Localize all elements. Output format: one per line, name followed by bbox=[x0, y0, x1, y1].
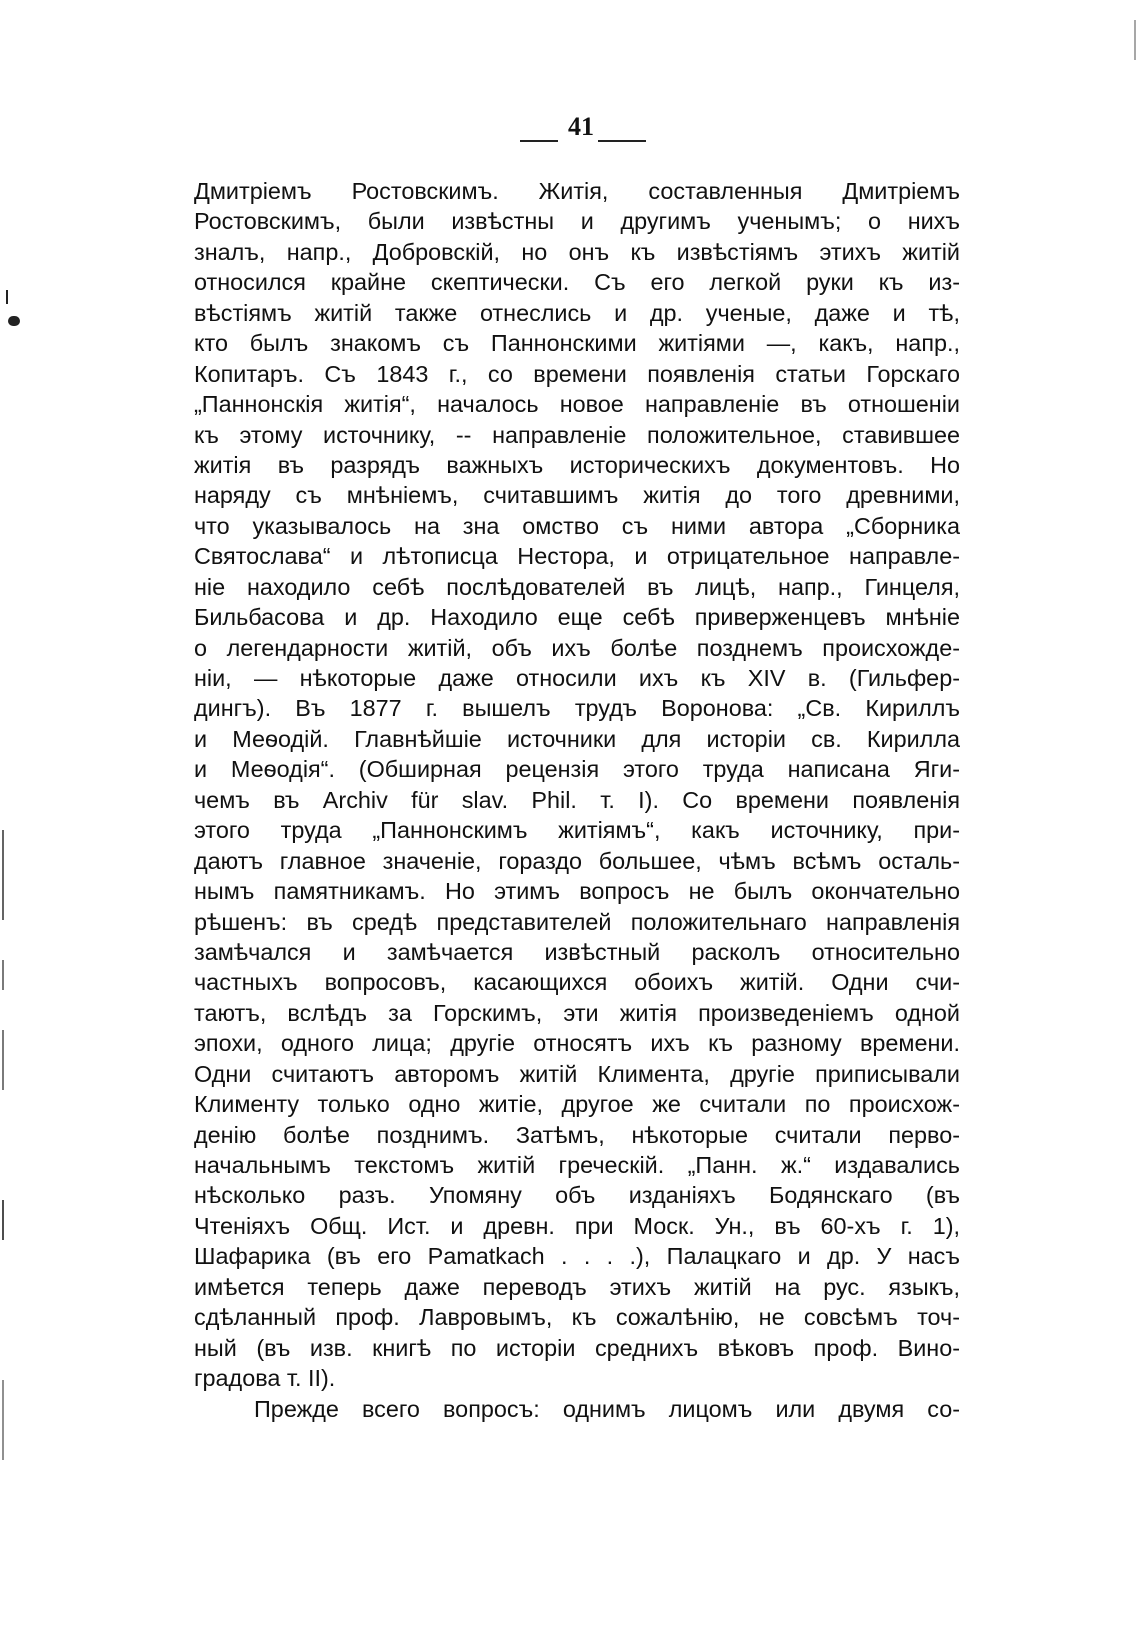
scan-edge-mark bbox=[2, 960, 4, 990]
scan-edge-mark bbox=[6, 290, 8, 304]
text-line: Одни считаютъ авторомъ житій Климента, другіе приписывали bbox=[194, 1060, 960, 1087]
paragraph-end-line: градова т. II). bbox=[194, 1365, 336, 1392]
page-header bbox=[0, 112, 1140, 152]
text-line: зналъ, напр., Добровскій, но онъ къ извѣстіямъ этихъ житій bbox=[194, 238, 960, 265]
scan-edge-mark bbox=[8, 316, 20, 326]
text-line: имѣется теперь даже переводъ этихъ житій на рус. языкъ, bbox=[194, 1273, 960, 1300]
scan-edge-mark bbox=[2, 1200, 4, 1240]
body-text bbox=[194, 176, 960, 1424]
page-number: 41 bbox=[568, 112, 594, 141]
text-line: о легендарности житій, объ ихъ болѣе позднемъ происхожде- bbox=[194, 634, 960, 661]
text-line: что указывалось на зна омство съ ними автора „Сборника bbox=[194, 512, 960, 539]
text-line: денію болѣе позднимъ. Затѣмъ, нѣкоторые считали перво- bbox=[194, 1121, 960, 1148]
text-line: замѣчался и замѣчается извѣстный расколъ относительно bbox=[194, 938, 960, 965]
text-line: Клименту только одно житіе, другое же считали по происхож- bbox=[194, 1091, 960, 1118]
text-line: Дмитріемъ Ростовскимъ. Житія, составленныя Дмитріемъ bbox=[194, 178, 960, 204]
text-line: Шафарика (въ его Pamatkach . . . .), Палацкаго и др. У насъ bbox=[194, 1243, 960, 1270]
text-line: рѣшенъ: въ средѣ представителей положительнаго направленія bbox=[194, 908, 960, 935]
text-line: относился крайне скептически. Съ его легкой руки къ из- bbox=[194, 269, 960, 296]
paragraph-start-line: Прежде всего вопросъ: однимъ лицомъ или двумя со- bbox=[254, 1395, 960, 1422]
text-line: Ростовскимъ, были извѣстны и другимъ ученымъ; о нихъ bbox=[194, 208, 960, 235]
text-line: житія въ разрядъ важныхъ историческихъ документовъ. Но bbox=[194, 451, 960, 478]
text-line: начальнымъ текстомъ житій греческій. „Панн. ж.“ издавались bbox=[194, 1152, 960, 1178]
text-line: нымъ памятникамъ. Но этимъ вопросъ не былъ окончательно bbox=[194, 878, 960, 905]
text-line: наряду съ мнѣніемъ, считавшимъ житія до того древними, bbox=[194, 482, 960, 509]
text-line: таютъ, вслѣдъ за Горскимъ, эти житія произведеніемъ одной bbox=[194, 999, 960, 1026]
text-line: вѣстіямъ житій также отнеслись и др. ученые, даже и тѣ, bbox=[194, 299, 960, 326]
text-line: „Паннонскія житія“, началось новое направленіе въ отношеніи bbox=[194, 391, 960, 418]
scan-edge-mark bbox=[2, 1380, 4, 1460]
header-rule-right bbox=[598, 140, 646, 142]
text-line: и Меѳодій. Главнѣйшіе источники для исторіи св. Кирилла bbox=[194, 725, 960, 752]
text-line: Бильбасова и др. Находило еще себѣ приверженцевъ мнѣніе bbox=[194, 604, 960, 631]
text-line: эпохи, одного лица; другіе относятъ ихъ къ разному времени. bbox=[194, 1030, 960, 1057]
text-line: Святослава“ и лѣтописца Нестора, и отрицательное направле- bbox=[194, 543, 960, 570]
text-line: Копитаръ. Съ 1843 г., со времени появленія статьи Горскаго bbox=[194, 360, 960, 387]
text-line: чемъ въ Archiv für slav. Phil. т. I). Со времени появленія bbox=[194, 786, 960, 813]
text-line: этого труда „Паннонскимъ житіямъ“, какъ источнику, при- bbox=[194, 817, 960, 844]
text-line: сдѣланный проф. Лавровымъ, къ сожалѣнію, не совсѣмъ точ- bbox=[194, 1304, 960, 1331]
text-line: нѣсколько разъ. Упомяну объ изданіяхъ Бодянскаго (въ bbox=[194, 1182, 960, 1209]
scan-edge-mark bbox=[2, 1030, 4, 1090]
text-line: дингъ). Въ 1877 г. вышелъ трудъ Воронова: „Св. Кириллъ bbox=[194, 695, 960, 722]
text-line: ніи, — нѣкоторые даже относили ихъ къ XIV в. (Гильфер- bbox=[194, 665, 960, 691]
text-line: и Меѳодія“. (Обширная рецензія этого труда написана Яги- bbox=[194, 756, 960, 783]
text-line: Чтеніяхъ Общ. Ист. и древн. при Моск. Ун., въ 60-хъ г. 1), bbox=[194, 1212, 960, 1239]
text-line: кто былъ знакомъ съ Паннонскими житіями —, какъ, напр., bbox=[194, 330, 960, 357]
text-line: ніе находило себѣ послѣдователей въ лицѣ, напр., Гинцеля, bbox=[194, 573, 960, 600]
text-line: ный (въ изв. книгѣ по исторіи среднихъ вѣковъ проф. Вино- bbox=[194, 1334, 960, 1361]
text-line: частныхъ вопросовъ, касающихся обоихъ житій. Одни счи- bbox=[194, 969, 960, 996]
scan-edge-mark bbox=[1134, 20, 1136, 60]
text-line: къ этому источнику, -- направленіе положительное, ставившее bbox=[194, 421, 960, 448]
text-line: даютъ главное значеніе, гораздо большее, чѣмъ всѣмъ осталь- bbox=[194, 847, 960, 874]
header-rule-left bbox=[520, 140, 558, 142]
scan-edge-mark bbox=[2, 830, 4, 920]
